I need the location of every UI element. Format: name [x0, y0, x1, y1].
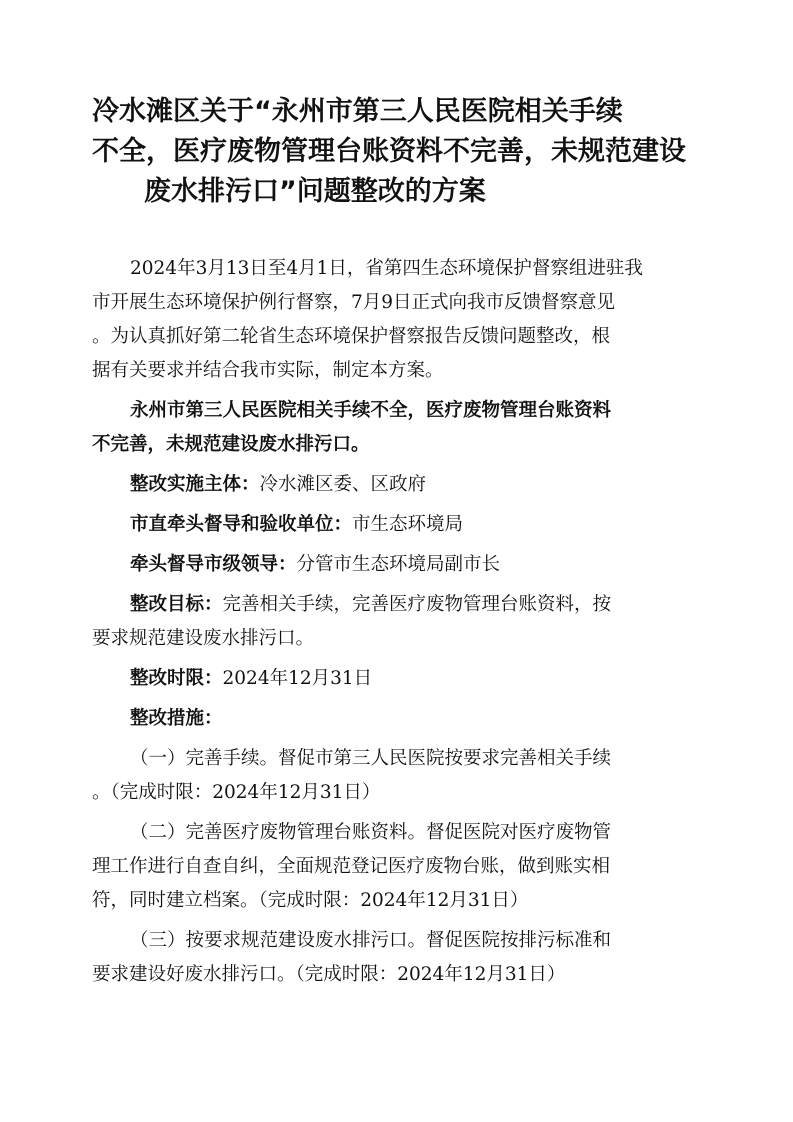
measure-3-line-2: 要求建设好废水排污口。（完成时限：2024年12月31日）	[92, 964, 566, 985]
subject-label: 整改实施主体：	[130, 474, 260, 495]
intro-paragraph	[92, 252, 692, 388]
problem-line-2: 不完善，未规范建设废水排污口。	[92, 434, 370, 455]
deadline-paragraph	[92, 662, 692, 696]
intro-line-1: 2024年3月13日至4月1日，省第四生态环境保护督察组进驻我	[130, 258, 643, 279]
measure-1-line-1: （一）完善手续。督促市第三人民医院按要求完善相关手续	[130, 748, 612, 769]
problem-paragraph	[92, 394, 692, 462]
supervisor-unit-value: 市生态环境局	[352, 514, 464, 535]
measure-2-line-1: （二）完善医疗废物管理台账资料。督促医院对医疗废物管	[130, 822, 612, 843]
measure-2-line-2: 理工作进行自查自纠，全面规范登记医疗废物台账，做到账实相	[92, 856, 611, 877]
leader-label: 牵头督导市级领导：	[130, 554, 297, 575]
leader-paragraph	[92, 548, 692, 582]
document-title	[92, 92, 712, 212]
problem-line-1: 永州市第三人民医院相关手续不全，医疗废物管理台账资料	[130, 400, 612, 421]
intro-line-3: 。为认真抓好第二轮省生态环境保护督察报告反馈问题整改，根	[92, 326, 611, 347]
measure-2-line-3: 符，同时建立档案。（完成时限：2024年12月31日）	[92, 890, 529, 911]
document-body	[92, 252, 692, 992]
measures-heading	[92, 702, 692, 736]
title-line-3: 废水排污口”问题整改的方案	[144, 176, 486, 207]
goal-label: 整改目标：	[130, 594, 223, 615]
subject-value: 冷水滩区委、区政府	[259, 474, 427, 495]
title-line-1: 冷水滩区关于“永州市第三人民医院相关手续	[92, 96, 623, 127]
leader-value: 分管市生态环境局副市长	[296, 554, 501, 575]
goal-value-line-2: 要求规范建设废水排污口。	[92, 628, 315, 649]
deadline-label: 整改时限：	[130, 668, 223, 689]
measure-item-1	[92, 742, 692, 810]
measure-1-line-2: 。（完成时限：2024年12月31日）	[92, 782, 381, 803]
measure-item-3	[92, 924, 692, 992]
goal-paragraph	[92, 588, 692, 656]
measure-3-line-1: （三）按要求规范建设废水排污口。督促医院按排污标准和	[130, 930, 612, 951]
title-line-2: 不全，医疗废物管理台账资料不完善，未规范建设	[92, 136, 686, 167]
supervisor-unit-label: 市直牵头督导和验收单位：	[130, 514, 353, 535]
goal-value-line-1: 完善相关手续，完善医疗废物管理台账资料，按	[222, 594, 612, 615]
intro-line-2: 市开展生态环境保护例行督察，7月9日正式向我市反馈督察意见	[92, 292, 616, 313]
intro-line-4: 据有关要求并结合我市实际，制定本方案。	[92, 360, 444, 381]
supervisor-unit-paragraph	[92, 508, 692, 542]
measures-label: 整改措施：	[130, 708, 223, 729]
subject-paragraph	[92, 468, 692, 502]
measure-item-2	[92, 816, 692, 918]
deadline-value: 2024年12月31日	[222, 668, 373, 689]
